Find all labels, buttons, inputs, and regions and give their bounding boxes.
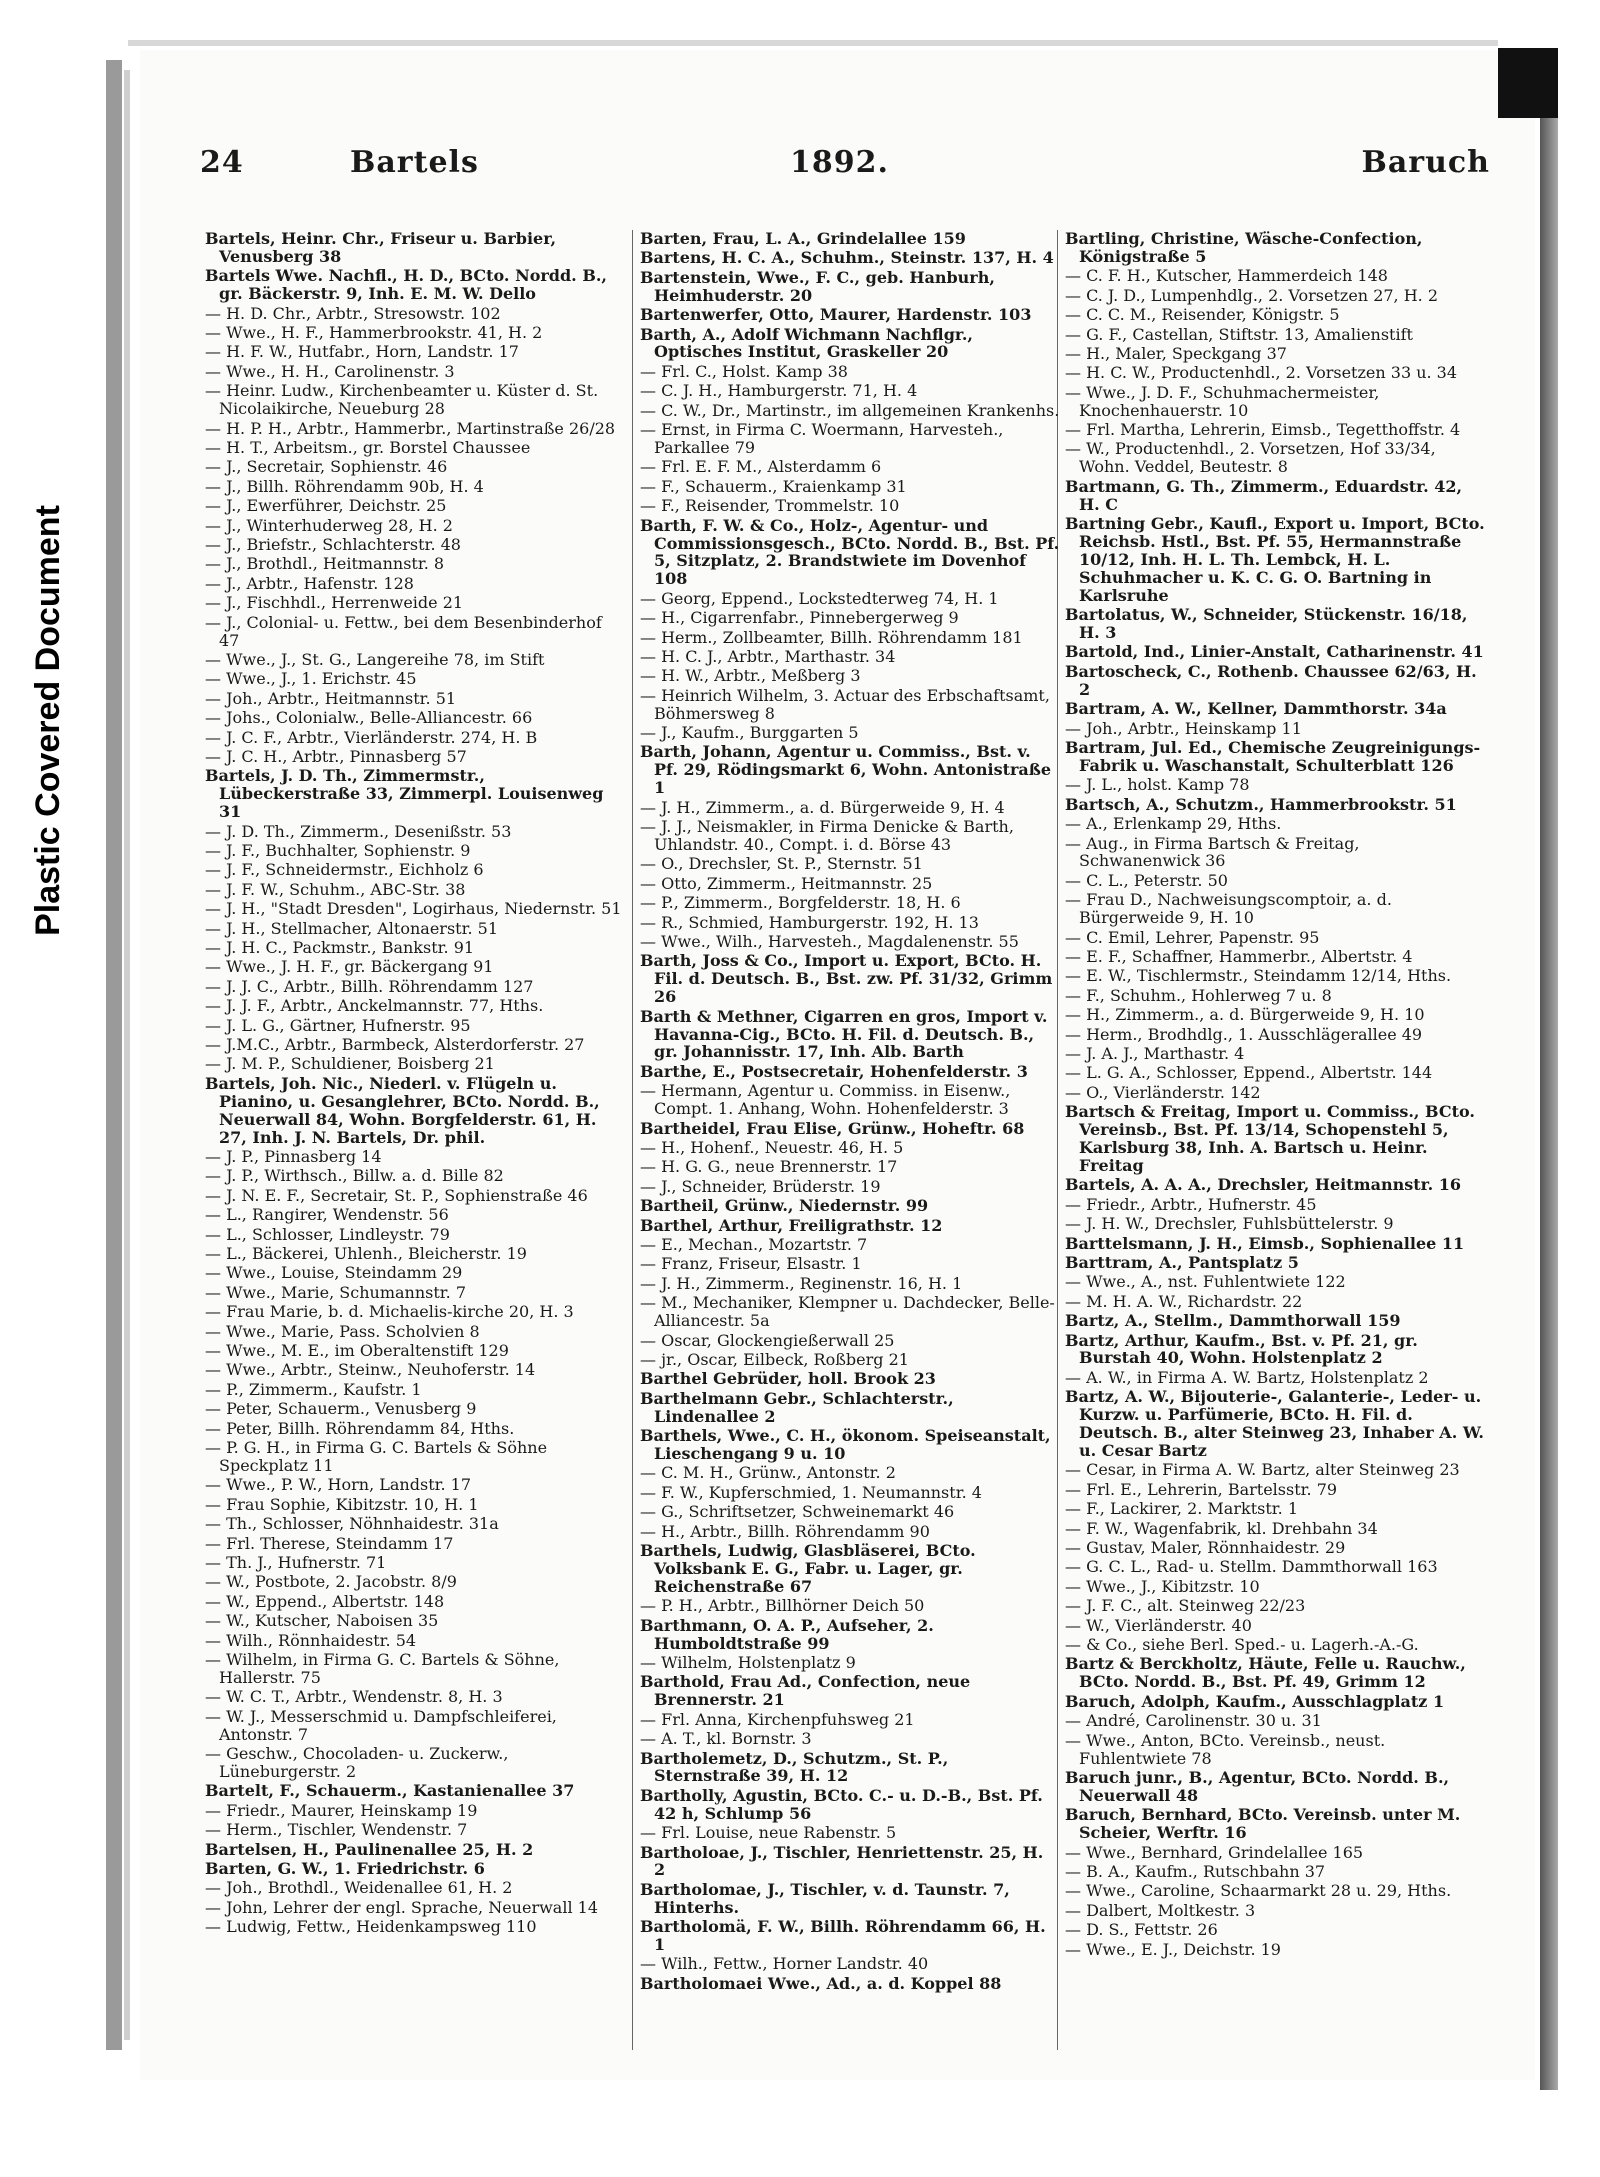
directory-entry: Baruch junr., B., Agentur, BCto. Nordd. B., Neuerwall 48 bbox=[1065, 1767, 1450, 1805]
directory-entry: Barthe, E., Postsecretair, Hohenfelderstr. 3 bbox=[640, 1061, 1028, 1081]
directory-entry: — H., Cigarrenfabr., Pinnebergerweg 9 bbox=[640, 608, 959, 628]
directory-entry: — Hermann, Agentur u. Commiss. in Eisenw., Compt. 1. Anhang, Wohn. Hohenfelderstr. 3 bbox=[640, 1081, 1011, 1119]
directory-entry: — Wwe., Bernhard, Grindelallee 165 bbox=[1065, 1842, 1364, 1862]
directory-entry: — Frl. Anna, Kirchenpfuhsweg 21 bbox=[640, 1709, 915, 1729]
directory-entry: — B. A., Kaufm., Rutschbahn 37 bbox=[1065, 1861, 1326, 1881]
directory-entry: — H. W., Arbtr., Meßberg 3 bbox=[640, 666, 861, 686]
directory-entry: — L., Rangirer, Wendenstr. 56 bbox=[205, 1205, 449, 1225]
directory-entry: — Wwe., Marie, Schumannstr. 7 bbox=[205, 1282, 467, 1302]
directory-entry: — Herm., Brodhdlg., 1. Ausschlägerallee 49 bbox=[1065, 1024, 1423, 1044]
directory-entry: — Joh., Arbtr., Heinskamp 11 bbox=[1065, 718, 1302, 738]
directory-entry: — Dalbert, Moltkestr. 3 bbox=[1065, 1900, 1256, 1920]
directory-entry: — Frau Marie, b. d. Michaelis-kirche 20, H. 3 bbox=[205, 1302, 574, 1322]
directory-entry: — Ludwig, Fettw., Heidenkampsweg 110 bbox=[205, 1917, 537, 1937]
directory-entry: — A. W., in Firma A. W. Bartz, Holstenplatz 2 bbox=[1065, 1367, 1429, 1387]
directory-entry: — Georg, Eppend., Lockstedterweg 74, H. 1 bbox=[640, 588, 999, 608]
directory-entry: — Geschw., Chocoladen- u. Zuckerw., Lüneburgerstr. 2 bbox=[205, 1744, 509, 1781]
directory-entry: — J. H., Zimmerm., Reginenstr. 16, H. 1 bbox=[640, 1273, 963, 1293]
directory-entry: — Aug., in Firma Bartsch & Freitag, Schwanenwick 36 bbox=[1065, 833, 1360, 871]
column-3 bbox=[1065, 230, 1485, 2070]
directory-entry: — C. J. D., Lumpenhdlg., 2. Vorsetzen 27, H. 2 bbox=[1065, 285, 1439, 305]
directory-entry: — A., Erlenkamp 29, Hths. bbox=[1065, 814, 1282, 834]
directory-entry: — Wwe., Marie, Pass. Scholvien 8 bbox=[205, 1321, 480, 1341]
page-number: 24 bbox=[200, 145, 244, 180]
directory-entry: Bartold, Ind., Linier-Anstalt, Catharinenstr. 41 bbox=[1065, 642, 1484, 662]
directory-entry: — Otto, Zimmerm., Heitmannstr. 25 bbox=[640, 873, 933, 893]
side-label-text: Plastic Covered Document bbox=[28, 504, 67, 936]
directory-entry: — J., Secretair, Sophienstr. 46 bbox=[205, 457, 448, 477]
directory-entry: — Frl. Martha, Lehrerin, Eimsb., Tegetthoffstr. 4 bbox=[1065, 420, 1461, 440]
directory-entry: — J. H., Stellmacher, Altonaerstr. 51 bbox=[205, 918, 498, 938]
directory-entry: — D. S., Fettstr. 26 bbox=[1065, 1920, 1218, 1940]
directory-entry: — J., Schneider, Brüderstr. 19 bbox=[640, 1176, 881, 1196]
directory-entry: — Wwe., P. W., Horn, Landstr. 17 bbox=[205, 1475, 472, 1495]
directory-entry: — J., Arbtr., Hafenstr. 128 bbox=[205, 573, 414, 593]
directory-entry: — J. F., Buchhalter, Sophienstr. 9 bbox=[205, 841, 471, 860]
directory-entry: — P. H., Arbtr., Billhörner Deich 50 bbox=[640, 1596, 925, 1616]
directory-entry: — J., Billh. Röhrendamm 90b, H. 4 bbox=[205, 476, 484, 496]
directory-entry: — F., Schuhm., Hohlerweg 7 u. 8 bbox=[1065, 985, 1332, 1005]
directory-entry: — M., Mechaniker, Klempner u. Dachdecker, Belle-Alliancestr. 5a bbox=[640, 1293, 1055, 1331]
directory-entry: — Cesar, in Firma A. W. Bartz, alter Steinweg 23 bbox=[1065, 1460, 1460, 1480]
directory-entry: — C. C. M., Reisender, Königstr. 5 bbox=[1065, 305, 1340, 325]
directory-entry: — J. J. C., Arbtr., Billh. Röhrendamm 127 bbox=[205, 976, 534, 996]
directory-entry: — Wwe., M. E., im Oberaltenstift 129 bbox=[205, 1341, 509, 1361]
directory-entry: — W., Vierländerstr. 40 bbox=[1065, 1615, 1252, 1635]
directory-entry: Barthmann, O. A. P., Aufseher, 2. Humboldtstraße 99 bbox=[640, 1615, 934, 1653]
directory-entry: — Heinrich Wilhelm, 3. Actuar des Erbschaftsamt, Böhmersweg 8 bbox=[640, 685, 1050, 723]
directory-entry: Bartz & Berckholtz, Häute, Felle u. Rauchw., BCto. Nordd. B., Bst. Pf. 49, Grimm 12 bbox=[1065, 1654, 1466, 1692]
directory-entry: — J. H., Zimmerm., a. d. Bürgerweide 9, H. 4 bbox=[640, 797, 1005, 817]
directory-entry: — F. W., Wagenfabrik, kl. Drehbahn 34 bbox=[1065, 1518, 1378, 1538]
directory-entry: — O., Vierländerstr. 142 bbox=[1065, 1082, 1261, 1102]
directory-entry: — C. Emil, Lehrer, Papenstr. 95 bbox=[1065, 927, 1320, 947]
directory-entry: Baruch, Adolph, Kaufm., Ausschlagplatz 1 bbox=[1065, 1691, 1445, 1711]
column-2 bbox=[640, 230, 1060, 2070]
directory-entry: — H. P. H., Arbtr., Hammerbr., Martinstraße 26/28 bbox=[205, 418, 616, 438]
directory-entry: Barttelsmann, J. H., Eimsb., Sophienallee 11 bbox=[1065, 1233, 1465, 1253]
directory-entry: — Peter, Schauerm., Venusberg 9 bbox=[205, 1399, 477, 1419]
directory-entry: Bartling, Christine, Wäsche-Confection, Königstraße 5 bbox=[1065, 230, 1423, 266]
directory-entry: Bartholomä, F. W., Billh. Röhrendamm 66, H. 1 bbox=[640, 1917, 1046, 1955]
directory-entry: Bartolatus, W., Schneider, Stückenstr. 16/18, H. 3 bbox=[1065, 605, 1468, 643]
directory-entry: Bartelt, F., Schauerm., Kastanienallee 37 bbox=[205, 1781, 575, 1801]
directory-entry: Barttram, A., Pantsplatz 5 bbox=[1065, 1252, 1299, 1272]
directory-entry: — Herm., Zollbeamter, Billh. Röhrendamm 181 bbox=[640, 627, 1023, 647]
directory-entry: — L., Bäckerei, Uhlenh., Bleicherstr. 19 bbox=[205, 1244, 527, 1264]
directory-entry: Bartram, A. W., Kellner, Dammthorstr. 34a bbox=[1065, 699, 1447, 719]
directory-entry: — Frau Sophie, Kibitzstr. 10, H. 1 bbox=[205, 1494, 479, 1514]
directory-entry: — E., Mechan., Mozartstr. 7 bbox=[640, 1235, 868, 1255]
directory-entry: — A. T., kl. Bornstr. 3 bbox=[640, 1729, 812, 1749]
directory-entry: — C. M. H., Grünw., Antonstr. 2 bbox=[640, 1463, 896, 1483]
directory-entry: — Frl. E., Lehrerin, Bartelsstr. 79 bbox=[1065, 1479, 1338, 1499]
directory-entry: — Wilh., Rönnhaidestr. 54 bbox=[205, 1630, 417, 1650]
directory-entry: Barthel Gebrüder, holl. Brook 23 bbox=[640, 1369, 936, 1389]
directory-entry: — J. H. C., Packmstr., Bankstr. 91 bbox=[205, 938, 475, 958]
directory-entry: — Wilh., Fettw., Horner Landstr. 40 bbox=[640, 1954, 929, 1974]
directory-entry: — E. W., Tischlermstr., Steindamm 12/14, Hths. bbox=[1065, 966, 1452, 986]
directory-entry: Bartz, A. W., Bijouterie-, Galanterie-, Leder- u. Kurzw. u. Parfümerie, BCto. H. Fil. d. Deutsch. B., alter Steinweg 23, Inhaber A. W. u. Cesar Bartz bbox=[1065, 1387, 1484, 1460]
directory-entry: — J.M.C., Arbtr., Barmbeck, Alsterdorferstr. 27 bbox=[205, 1035, 585, 1055]
directory-entry: — P., Zimmerm., Borgfelderstr. 18, H. 6 bbox=[640, 893, 961, 913]
right-running-head: Baruch bbox=[1361, 145, 1490, 180]
directory-entry: — Joh., Arbtr., Heitmannstr. 51 bbox=[205, 688, 457, 708]
directory-entry: — L., Schlosser, Lindleystr. 79 bbox=[205, 1224, 450, 1244]
directory-entry: — John, Lehrer der engl. Sprache, Neuerwall 14 bbox=[205, 1897, 599, 1917]
directory-entry: — Wwe., J., Kibitzstr. 10 bbox=[1065, 1576, 1260, 1596]
directory-entry: — Wwe., Louise, Steindamm 29 bbox=[205, 1263, 463, 1283]
directory-entry: — W. C. T., Arbtr., Wendenstr. 8, H. 3 bbox=[205, 1687, 503, 1707]
directory-entry: — Franz, Friseur, Elsastr. 1 bbox=[640, 1254, 862, 1274]
directory-entry: — J. L., holst. Kamp 78 bbox=[1065, 775, 1250, 795]
directory-entry: — Frl. E. F. M., Alsterdamm 6 bbox=[640, 457, 882, 477]
directory-entry: Bartsch, A., Schutzm., Hammerbrookstr. 51 bbox=[1065, 794, 1457, 814]
directory-entry: — Frl. C., Holst. Kamp 38 bbox=[640, 361, 848, 381]
directory-entry: Bartoscheck, C., Rothenb. Chaussee 62/63, H. 2 bbox=[1065, 661, 1477, 699]
directory-entry: — H. G. G., neue Brennerstr. 17 bbox=[640, 1157, 898, 1177]
directory-entry: Bartsch & Freitag, Import u. Commiss., BCto. Vereinsb., Bst. Pf. 13/14, Schopenstehl 5, Karlsburg 38, Inh. A. Bartsch u. Heinr. Freitag bbox=[1065, 1102, 1475, 1175]
directory-entry: — J. P., Pinnasberg 14 bbox=[205, 1147, 382, 1166]
directory-entry: — J. H., "Stadt Dresden", Logirhaus, Niedernstr. 51 bbox=[205, 899, 622, 919]
directory-entry: — H., Hohenf., Neuestr. 46, H. 5 bbox=[640, 1138, 904, 1157]
directory-entry: Bartholemetz, D., Schutzm., St. P., Sternstraße 39, H. 12 bbox=[640, 1748, 949, 1786]
directory-entry: Bartholomaei Wwe., Ad., a. d. Koppel 88 bbox=[640, 1973, 1002, 1993]
directory-entry: — Wilhelm, in Firma G. C. Bartels & Söhne, Hallerstr. 75 bbox=[205, 1650, 560, 1687]
directory-entry: Baruch, Bernhard, BCto. Vereinsb. unter M. Scheier, Werftr. 16 bbox=[1065, 1805, 1461, 1843]
directory-entry: Bartheil, Grünw., Niedernstr. 99 bbox=[640, 1196, 929, 1216]
directory-entry: Bartels, A. A. A., Drechsler, Heitmannstr. 16 bbox=[1065, 1175, 1461, 1195]
directory-entry: — Johs., Colonialw., Belle-Alliancestr. 66 bbox=[205, 708, 533, 728]
directory-entry: — J. N. E. F., Secretair, St. P., Sophienstraße 46 bbox=[205, 1185, 588, 1205]
directory-entry: Barth & Methner, Cigarren en gros, Import v. Havanna-Cig., BCto. H. Fil. d. Deutsch. B., gr. Johannisstr. 17, Inh. Alb. Barth bbox=[640, 1006, 1048, 1062]
directory-entry: — Herm., Tischler, Wendenstr. 7 bbox=[205, 1820, 468, 1840]
directory-entry: — Frau D., Nachweisungscomptoir, a. d. Bürgerweide 9, H. 10 bbox=[1065, 890, 1392, 928]
directory-entry: — F., Reisender, Trommelstr. 10 bbox=[640, 496, 900, 516]
directory-entry: — H. C. W., Productenhdl., 2. Vorsetzen 33 u. 34 bbox=[1065, 363, 1458, 383]
directory-entry: — J. P., Wirthsch., Billw. a. d. Bille 82 bbox=[205, 1166, 504, 1186]
directory-entry: — Wwe., H. H., Carolinenstr. 3 bbox=[205, 361, 455, 381]
directory-entry: Barth, Johann, Agentur u. Commiss., Bst. v. Pf. 29, Rödingsmarkt 6, Wohn. Antonistraße 1 bbox=[640, 742, 1052, 798]
directory-entry: — Joh., Brothdl., Weidenallee 61, H. 2 bbox=[205, 1878, 513, 1898]
directory-entry: — J. J. F., Arbtr., Anckelmannstr. 77, Hths. bbox=[205, 996, 544, 1016]
directory-entry: Bartheidel, Frau Elise, Grünw., Hoheftr. 68 bbox=[640, 1118, 1025, 1138]
directory-entry: Bartels, Joh. Nic., Niederl. v. Flügeln u. Pianino, u. Gesanglehrer, BCto. Nordd. B., Neuerwall 84, Wohn. Borgfelderstr. 61, H. 27, Inh. J. N. Bartels, Dr. phil. bbox=[205, 1073, 600, 1147]
directory-entry: Bartmann, G. Th., Zimmerm., Eduardstr. 42, H. C bbox=[1065, 476, 1463, 514]
directory-entry: Bartels, Heinr. Chr., Friseur u. Barbier, Venusberg 38 bbox=[205, 230, 557, 266]
directory-entry: — J. C. H., Arbtr., Pinnasberg 57 bbox=[205, 746, 467, 766]
directory-entry: — P. G. H., in Firma G. C. Bartels & Söhne Speckplatz 11 bbox=[205, 1438, 548, 1475]
directory-entry: — Wwe., H. F., Hammerbrookstr. 41, H. 2 bbox=[205, 323, 543, 343]
directory-entry: — J. F. C., alt. Steinweg 22/23 bbox=[1065, 1596, 1306, 1616]
directory-entry: — C. L., Peterstr. 50 bbox=[1065, 870, 1228, 890]
directory-entry: Bartels Wwe. Nachfl., H. D., BCto. Nordd. B., gr. Bäckerstr. 9, Inh. E. M. W. Dello bbox=[205, 266, 607, 304]
year-heading: 1892. bbox=[790, 145, 889, 180]
directory-entry: Bartens, H. C. A., Schuhm., Steinstr. 137, H. 4 bbox=[640, 248, 1054, 268]
directory-entry: — L. G. A., Schlosser, Eppend., Albertstr. 144 bbox=[1065, 1063, 1433, 1083]
directory-entry: — & Co., siehe Berl. Sped.- u. Lagerh.-A.-G. bbox=[1065, 1635, 1419, 1655]
directory-entry: — W. J., Messerschmid u. Dampfschleiferei, Antonstr. 7 bbox=[205, 1706, 557, 1744]
directory-entry: Bartholly, Agustin, BCto. C.- u. D.-B., Bst. Pf. 42 h, Schlump 56 bbox=[640, 1785, 1043, 1823]
directory-entry: — J., Brothdl., Heitmannstr. 8 bbox=[205, 554, 445, 574]
directory-entry: Bartz, Arthur, Kaufm., Bst. v. Pf. 21, gr. Burstah 40, Wohn. Holstenplatz 2 bbox=[1065, 1330, 1418, 1368]
directory-entry: — H. D. Chr., Arbtr., Stresowstr. 102 bbox=[205, 303, 501, 323]
column-1 bbox=[205, 230, 625, 2070]
directory-entry: — Wwe., Caroline, Schaarmarkt 28 u. 29, Hths. bbox=[1065, 1881, 1452, 1901]
directory-entry: — Oscar, Glockengießerwall 25 bbox=[640, 1330, 895, 1350]
directory-entry: Barten, G. W., 1. Friedrichstr. 6 bbox=[205, 1859, 485, 1879]
directory-entry: — Ernst, in Firma C. Woermann, Harvesteh., Parkallee 79 bbox=[640, 420, 1004, 457]
directory-entry: Bartenwerfer, Otto, Maurer, Hardenstr. 103 bbox=[640, 305, 1032, 325]
directory-entry: — J. D. Th., Zimmerm., Desenißstr. 53 bbox=[205, 821, 512, 841]
directory-entry: — Wwe., Arbtr., Steinw., Neuhoferstr. 14 bbox=[205, 1360, 536, 1380]
directory-entry: — C. F. H., Kutscher, Hammerdeich 148 bbox=[1065, 266, 1388, 286]
directory-entry: — J., Kaufm., Burggarten 5 bbox=[640, 723, 859, 743]
directory-entry: — F., Schauerm., Kraienkamp 31 bbox=[640, 476, 907, 496]
directory-entry: — W., Postbote, 2. Jacobstr. 8/9 bbox=[205, 1572, 457, 1592]
directory-entry: Barten, Frau, L. A., Grindelallee 159 bbox=[640, 230, 966, 248]
directory-entry: Bartz, A., Stellm., Dammthorwall 159 bbox=[1065, 1311, 1401, 1331]
directory-entry: — Friedr., Maurer, Heinskamp 19 bbox=[205, 1800, 478, 1820]
directory-entry: — J. F., Schneidermstr., Eichholz 6 bbox=[205, 860, 484, 880]
directory-entry: — Th. J., Hufnerstr. 71 bbox=[205, 1553, 387, 1573]
directory-entry: Barth, F. W. & Co., Holz-, Agentur- und Commissionsgesch., BCto. Nordd. B., Bst. Pf. 5, Sitzplatz, 2. Brandstwiete im Dovenhof 108 bbox=[640, 515, 1060, 589]
directory-entry: — Wwe., Anton, BCto. Vereinsb., neust. Fuhlentwiete 78 bbox=[1065, 1730, 1386, 1768]
directory-entry: — W., Eppend., Albertstr. 148 bbox=[205, 1591, 445, 1611]
directory-entry: — Wwe., J., 1. Erichstr. 45 bbox=[205, 669, 417, 689]
directory-entry: Bartelsen, H., Paulinenallee 25, H. 2 bbox=[205, 1839, 534, 1859]
directory-entry: — H., Zimmerm., a. d. Bürgerweide 9, H. 10 bbox=[1065, 1005, 1425, 1025]
directory-entry: — R., Schmied, Hamburgerstr. 192, H. 13 bbox=[640, 912, 979, 932]
directory-entry: — H. T., Arbeitsm., gr. Borstel Chaussee bbox=[205, 437, 531, 457]
directory-entry: — J. L. G., Gärtner, Hufnerstr. 95 bbox=[205, 1015, 471, 1035]
directory-entry: — H. C. J., Arbtr., Marthastr. 34 bbox=[640, 646, 896, 666]
directory-entry: — G., Schriftsetzer, Schweinemarkt 46 bbox=[640, 1502, 955, 1522]
directory-entry: — Wilhelm, Holstenplatz 9 bbox=[640, 1652, 856, 1672]
directory-entry: — J. M. P., Schuldiener, Boisberg 21 bbox=[205, 1054, 495, 1074]
directory-entry: Barth, A., Adolf Wichmann Nachflgr., Optisches Institut, Graskeller 20 bbox=[640, 324, 973, 362]
directory-entry: — André, Carolinenstr. 30 u. 31 bbox=[1065, 1711, 1322, 1731]
directory-entry: Barthel, Arthur, Freiligrathstr. 12 bbox=[640, 1215, 943, 1235]
directory-entry: — G. F., Castellan, Stiftstr. 13, Amalienstift bbox=[1065, 324, 1413, 344]
directory-entry: — jr., Oscar, Eilbeck, Roßberg 21 bbox=[640, 1349, 909, 1369]
book-binding bbox=[106, 60, 122, 2050]
directory-entry: — Wwe., Wilh., Harvesteh., Magdalenenstr. 55 bbox=[640, 932, 1019, 952]
directory-entry: — Wwe., J., St. G., Langereihe 78, im Stift bbox=[205, 649, 545, 669]
right-page-edge bbox=[1540, 100, 1558, 2090]
directory-entry: — H., Arbtr., Billh. Röhrendamm 90 bbox=[640, 1521, 930, 1541]
directory-entry: — J., Briefstr., Schlachterstr. 48 bbox=[205, 535, 461, 554]
directory-entry: — J. F. W., Schuhm., ABC-Str. 38 bbox=[205, 879, 466, 899]
directory-entry: — Wwe., J. H. F., gr. Bäckergang 91 bbox=[205, 957, 494, 977]
directory-entry: — W., Productenhdl., 2. Vorsetzen, Hof 33/34, Wohn. Veddel, Beutestr. 8 bbox=[1065, 439, 1436, 477]
directory-entry: — J. A. J., Marthastr. 4 bbox=[1065, 1043, 1245, 1063]
directory-entry: — F. W., Kupferschmied, 1. Neumannstr. 4 bbox=[640, 1482, 982, 1502]
scan-corner bbox=[1498, 48, 1558, 118]
directory-entry: — H., Maler, Speckgang 37 bbox=[1065, 343, 1287, 363]
directory-entry: Barth, Joss & Co., Import u. Export, BCto. H. Fil. d. Deutsch. B., Bst. zw. Pf. 31/32, Grimm 26 bbox=[640, 951, 1053, 1007]
directory-entry: — J., Colonial- u. Fettw., bei dem Besenbinderhof 47 bbox=[205, 612, 602, 650]
directory-entry: — Wwe., E. J., Deichstr. 19 bbox=[1065, 1939, 1281, 1959]
page-edge bbox=[128, 40, 1498, 46]
page-header bbox=[200, 145, 1490, 195]
directory-entry: — Wwe., A., nst. Fuhlentwiete 122 bbox=[1065, 1272, 1346, 1292]
directory-entry: — P., Zimmerm., Kaufstr. 1 bbox=[205, 1379, 422, 1399]
column-divider bbox=[632, 230, 633, 2050]
directory-entry: — Frl. Louise, neue Rabenstr. 5 bbox=[640, 1823, 897, 1843]
directory-entry: Barthold, Frau Ad., Confection, neue Brennerstr. 21 bbox=[640, 1672, 971, 1710]
directory-entry: — J., Fischhdl., Herrenweide 21 bbox=[205, 593, 464, 613]
directory-entry: — J. C. F., Arbtr., Vierländerstr. 274, H. B bbox=[205, 727, 538, 747]
directory-entry: — Gustav, Maler, Rönnhaidestr. 29 bbox=[1065, 1538, 1346, 1558]
directory-entry: Bartholoae, J., Tischler, Henriettenstr. 25, H. 2 bbox=[640, 1842, 1044, 1880]
directory-entry: — Th., Schlosser, Nöhnhaidestr. 31a bbox=[205, 1514, 499, 1534]
directory-entry: Barthels, Ludwig, Glasbläserei, BCto. Volksbank E. G., Fabr. u. Lager, gr. Reichenstraße 67 bbox=[640, 1541, 976, 1596]
directory-entry: — C. W., Dr., Martinstr., im allgemeinen Krankenhs. bbox=[640, 400, 1060, 420]
side-label bbox=[18, 440, 78, 1000]
directory-entry: Bartning Gebr., Kaufl., Export u. Import, BCto. Reichsb. Hstl., Bst. Pf. 55, Hermannstraße 10/12, Inh. H. L. Th. Lembck, H. L. Schuhmacher u. K. C. G. O. Bartning in Karlsruhe bbox=[1065, 514, 1485, 605]
directory-entry: — M. H. A. W., Richardstr. 22 bbox=[1065, 1291, 1303, 1311]
directory-entry: Bartenstein, Wwe., F. C., geb. Hanburh, Heimhuderstr. 20 bbox=[640, 267, 995, 305]
directory-entry: Barthelmann Gebr., Schlachterstr., Lindenallee 2 bbox=[640, 1388, 954, 1426]
directory-entry: — Wwe., J. D. F., Schuhmachermeister, Knochenhauerstr. 10 bbox=[1065, 382, 1380, 420]
directory-entry: — W., Kutscher, Naboisen 35 bbox=[205, 1611, 439, 1631]
directory-entry: — Peter, Billh. Röhrendamm 84, Hths. bbox=[205, 1418, 515, 1438]
directory-entry: Bartram, Jul. Ed., Chemische Zeugreinigungs-Fabrik u. Waschanstalt, Schulterblatt 126 bbox=[1065, 737, 1481, 775]
left-running-head: Bartels bbox=[350, 145, 479, 180]
directory-entry: — J. J., Neismakler, in Firma Denicke & Barth, Uhlandstr. 40., Compt. i. d. Börse 43 bbox=[640, 817, 1014, 854]
book-binding-inner bbox=[124, 70, 130, 2040]
directory-entry: — C. J. H., Hamburgerstr. 71, H. 4 bbox=[640, 381, 918, 401]
directory-entry: — J., Ewerführer, Deichstr. 25 bbox=[205, 496, 447, 516]
directory-entry: — J. H. W., Drechsler, Fuhlsbüttelerstr. 9 bbox=[1065, 1214, 1394, 1234]
directory-entry: — O., Drechsler, St. P., Sternstr. 51 bbox=[640, 854, 923, 874]
directory-entry: — E. F., Schaffner, Hammerbr., Albertstr. 4 bbox=[1065, 946, 1413, 966]
directory-entry: Barthels, Wwe., C. H., ökonom. Speiseanstalt, Lieschengang 9 u. 10 bbox=[640, 1426, 1051, 1463]
directory-entry: — J., Winterhuderweg 28, H. 2 bbox=[205, 515, 453, 535]
directory-entry: — Heinr. Ludw., Kirchenbeamter u. Küster d. St. Nicolaikirche, Neueburg 28 bbox=[205, 381, 599, 419]
directory-entry: — Frl. Therese, Steindamm 17 bbox=[205, 1533, 454, 1553]
directory-entry: Bartels, J. D. Th., Zimmermstr., Lübeckerstraße 33, Zimmerpl. Louisenweg 31 bbox=[205, 766, 604, 822]
directory-entry: — F., Lackirer, 2. Marktstr. 1 bbox=[1065, 1499, 1298, 1519]
directory-entry: — Friedr., Arbtr., Hufnerstr. 45 bbox=[1065, 1194, 1317, 1214]
directory-entry: Bartholomae, J., Tischler, v. d. Taunstr. 7, Hinterhs. bbox=[640, 1879, 1010, 1917]
directory-entry: — H. F. W., Hutfabr., Horn, Landstr. 17 bbox=[205, 342, 519, 362]
directory-page bbox=[140, 50, 1535, 2080]
directory-entry: — G. C. L., Rad- u. Stellm. Dammthorwall 163 bbox=[1065, 1557, 1438, 1577]
